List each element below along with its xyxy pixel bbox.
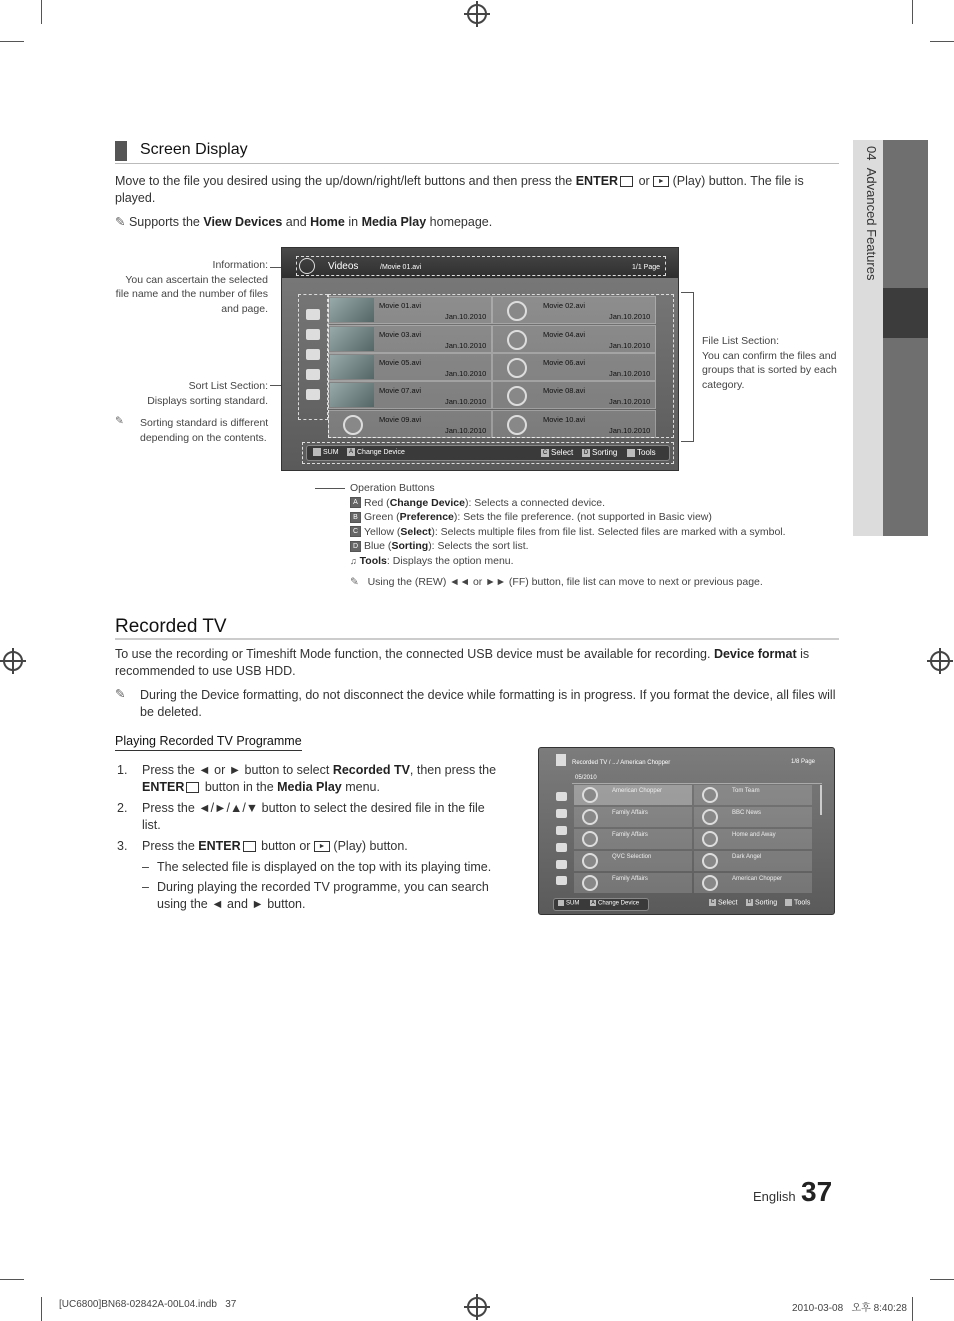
scrollbar[interactable]	[820, 785, 822, 815]
crop-mark	[0, 41, 24, 42]
file-info: [UC6800]BN68-02842A-00L04.indb 37	[59, 1299, 237, 1310]
steps-list: 1. Press the ◄ or ► button to select Recorded TV, then press the ENTER button in the Media Play menu. 2. Press the ◄/►/▲/▼ button to select the desired file in the file list. 3. Press the ENTER button or ► (Play) button. – The selected file is displayed on the top with its playing time. – During playing the recorded TV programme, you can search using the ◄ and ► button.	[117, 763, 497, 911]
timestamp: 2010-03-08 오후 8:40:28	[792, 1303, 907, 1314]
screen-path: /Movie 01.avi	[380, 264, 422, 271]
registration-mark-icon	[930, 651, 950, 671]
recording-tile[interactable]: Family Affairs	[574, 807, 692, 827]
file-tile[interactable]: Movie 09.avi Jan.10.2010	[328, 410, 492, 438]
screen-path: Recorded TV / .../ American Chopper	[572, 760, 671, 766]
recording-tile[interactable]: Family Affairs	[574, 873, 692, 893]
calendar-icon	[306, 349, 320, 360]
sub-heading: Playing Recorded TV Programme	[115, 733, 302, 751]
language-label: English	[753, 1189, 796, 1204]
recording-tile[interactable]: American Chopper	[694, 873, 812, 893]
registration-mark-icon	[467, 4, 487, 24]
folder-icon	[306, 309, 320, 320]
crop-mark	[930, 1279, 954, 1280]
channel-icon	[556, 860, 567, 869]
recorded-intro: To use the recording or Timeshift Mode function, the connected USB device must be available for recording. Device format is recommended to use USB HDD.	[115, 647, 810, 678]
callout-file-list: File List Section: You can confirm the files and groups that is sorted by each category.	[702, 335, 837, 391]
crop-mark	[0, 1279, 24, 1280]
list-icon	[306, 369, 320, 380]
file-tile[interactable]: Movie 04.avi Jan.10.2010	[492, 325, 656, 353]
recording-tile[interactable]: Home and Away	[694, 829, 812, 849]
film-reel-icon	[507, 386, 527, 406]
recorded-note: During the Device formatting, do not disconnect the device while formatting is in progress. If you format the device, all files will be deleted.	[140, 688, 836, 719]
section-heading-recorded-tv: Recorded TV	[115, 616, 839, 640]
sort-list	[298, 294, 328, 420]
file-tile[interactable]: Movie 06.avi Jan.10.2010	[492, 353, 656, 381]
callout-sort-note: Sorting standard is different depending on the contents.	[140, 417, 269, 444]
calendar-icon	[556, 826, 567, 835]
usb-icon	[558, 900, 564, 906]
page-indicator: 1/1 Page	[632, 264, 661, 271]
star-icon	[556, 876, 567, 885]
tools-label: Tools	[794, 899, 811, 907]
enter-icon	[186, 782, 199, 793]
person-icon	[556, 809, 567, 818]
enter-icon	[620, 176, 633, 187]
film-reel-icon	[507, 330, 527, 350]
file-tile[interactable]: Movie 10.avi Jan.10.2010	[492, 410, 656, 438]
callout-line	[315, 488, 345, 489]
file-tile[interactable]: Movie 05.avi Jan.10.2010	[328, 353, 492, 381]
star-icon	[306, 389, 320, 400]
recording-tile[interactable]: BBC News	[694, 807, 812, 827]
crop-mark	[912, 1297, 913, 1321]
intro-paragraph: Move to the file you desired using the up/down/right/left buttons and then press the ENTER or ► (Play) button. The file is played.	[115, 174, 804, 205]
film-reel-icon	[507, 301, 527, 321]
callout-bracket	[681, 292, 694, 442]
recording-tile[interactable]: QVC Selection	[574, 851, 692, 871]
play-icon: ►	[314, 841, 330, 852]
crop-mark	[912, 0, 913, 24]
registration-mark-icon	[3, 651, 23, 671]
recorded-tv-screen: Recorded TV / .../ American Chopper 1/8 Page 05/2010 American Chopper Tom Team Family Affairs BBC News Family Affairs Home and Away QVC Selection Dark Angel Family Affairs American Chopper SUM A Change Device C Select D Sorting Tools	[538, 747, 835, 915]
side-tab-active	[883, 288, 928, 338]
folder-icon	[556, 792, 567, 801]
side-tab-dark	[883, 140, 928, 536]
note-icon: ✎	[350, 576, 359, 588]
note-icon: ✎	[115, 687, 126, 701]
file-tile[interactable]: Movie 02.avi Jan.10.2010	[492, 296, 656, 324]
film-reel-icon	[507, 358, 527, 378]
page-number: 37	[801, 1176, 833, 1207]
screen-title: Videos	[328, 261, 359, 272]
registration-mark-icon	[467, 1297, 487, 1317]
film-reel-icon	[343, 415, 363, 435]
note-icon: ✎	[115, 415, 124, 427]
select-label: Select	[718, 899, 738, 907]
recording-tile[interactable]: Family Affairs	[574, 829, 692, 849]
film-reel-icon	[507, 415, 527, 435]
crop-mark	[930, 41, 954, 42]
callout-information: Information: You can ascertain the selected file name and the number of files and page.	[115, 259, 268, 315]
page-indicator: 1/8 Page	[791, 759, 816, 765]
operation-bar-left: SUM A Change Device	[553, 898, 649, 911]
file-tile[interactable]: Movie 03.avi Jan.10.2010	[328, 325, 492, 353]
enter-icon	[243, 841, 256, 852]
crop-mark	[41, 1297, 42, 1321]
recording-tile[interactable]: American Chopper	[574, 785, 692, 805]
play-icon: ►	[653, 176, 669, 187]
note: ✎ Supports the View Devices and Home in Media Play homepage.	[115, 215, 493, 229]
operation-bar: SUM A Change Device C Select D Sorting Tools	[306, 445, 670, 461]
videos-screen	[281, 247, 679, 471]
tools-icon: ♫	[350, 555, 357, 566]
file-tile[interactable]: Movie 01.avi Jan.10.2010	[328, 296, 492, 324]
operation-buttons: Operation Buttons A Red (Change Device): Selects a connected device. B Green (Preference): Sets the file preference. (not supported in Basic view) C Yellow (Select): Selects multiple files from file list. Selected files are marked with a symbol. D Blue (Sorting): Selects the sort list. ♫ Tools: Displays the option menu. ✎ Using the (REW) ◄◄ or ►► (FF) button, file list can move to next or previous page.	[350, 482, 786, 588]
recording-tile[interactable]: Tom Team	[694, 785, 812, 805]
section-heading: Screen Display	[115, 141, 839, 164]
person-icon	[306, 329, 320, 340]
note-icon: ✎	[115, 215, 126, 229]
callout-sort: Sort List Section: Displays sorting standard.	[147, 380, 268, 407]
tools-icon	[785, 899, 792, 906]
side-tab-label: 04 Advanced Features	[864, 146, 879, 281]
sorting-label: Sorting	[755, 899, 778, 907]
crop-mark	[41, 0, 42, 24]
recording-tile[interactable]: Dark Angel	[694, 851, 812, 871]
recorded-tv-icon	[556, 754, 566, 766]
file-tile[interactable]: Movie 08.avi Jan.10.2010	[492, 381, 656, 409]
list-icon	[556, 843, 567, 852]
date-label: 05/2010	[575, 775, 597, 781]
file-tile[interactable]: Movie 07.avi Jan.10.2010	[328, 381, 492, 409]
